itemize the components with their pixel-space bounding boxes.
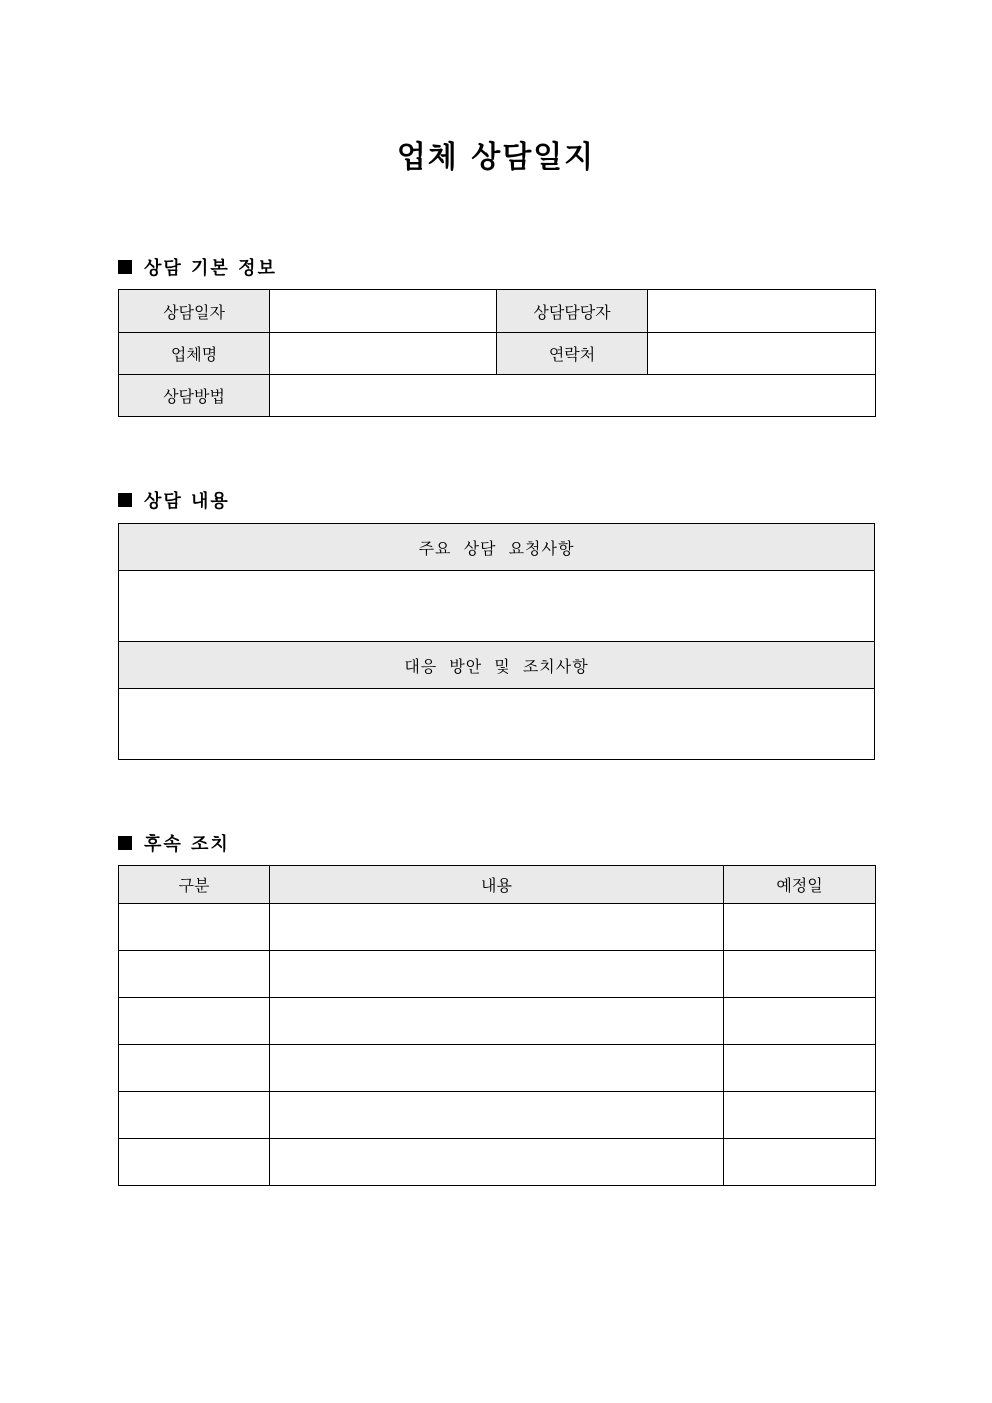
cell-content[interactable] — [270, 1092, 724, 1139]
table-row — [119, 904, 876, 951]
cell-category[interactable] — [119, 1045, 270, 1092]
cell-category[interactable] — [119, 1092, 270, 1139]
field-contact[interactable] — [648, 333, 876, 375]
square-bullet-icon — [118, 260, 132, 274]
consultation-table — [118, 523, 875, 760]
cell-content[interactable] — [270, 1139, 724, 1186]
column-header: 예정일 — [724, 866, 876, 904]
request-body[interactable] — [119, 571, 875, 642]
page-title: 업체 상담일지 — [396, 140, 596, 175]
label-manager: 상담담당자 — [497, 290, 648, 333]
cell-due-date[interactable] — [724, 904, 876, 951]
label-contact: 연락처 — [497, 333, 648, 375]
followup-table — [118, 865, 876, 1186]
cell-content[interactable] — [270, 904, 724, 951]
cell-due-date[interactable] — [724, 998, 876, 1045]
cell-due-date[interactable] — [724, 1139, 876, 1186]
section-heading-label: 후속 조치 — [144, 834, 230, 855]
cell-category[interactable] — [119, 951, 270, 998]
table-row — [119, 1139, 876, 1186]
request-header: 주요 상담 요청사항 — [119, 524, 875, 571]
response-body[interactable] — [119, 689, 875, 760]
cell-content[interactable] — [270, 998, 724, 1045]
cell-due-date[interactable] — [724, 951, 876, 998]
square-bullet-icon — [118, 836, 132, 850]
label-date: 상담일자 — [119, 290, 270, 333]
label-company: 업체명 — [119, 333, 270, 375]
cell-category[interactable] — [119, 904, 270, 951]
cell-due-date[interactable] — [724, 1092, 876, 1139]
column-header: 내용 — [270, 866, 724, 904]
label-method: 상담방법 — [119, 375, 270, 417]
table-row — [119, 998, 876, 1045]
section-heading-basic-info — [118, 254, 277, 280]
cell-due-date[interactable] — [724, 1045, 876, 1092]
column-header: 구분 — [119, 866, 270, 904]
cell-category[interactable] — [119, 998, 270, 1045]
cell-category[interactable] — [119, 1139, 270, 1186]
table-row — [119, 1045, 876, 1092]
field-company[interactable] — [270, 333, 497, 375]
table-row — [119, 951, 876, 998]
cell-content[interactable] — [270, 951, 724, 998]
field-date[interactable] — [270, 290, 497, 333]
response-header: 대응 방안 및 조치사항 — [119, 642, 875, 689]
basic-info-table — [118, 289, 876, 417]
field-manager[interactable] — [648, 290, 876, 333]
table-row — [119, 1092, 876, 1139]
section-heading-consultation — [118, 487, 230, 513]
section-heading-label: 상담 내용 — [144, 491, 230, 512]
section-heading-followup — [118, 830, 230, 856]
section-heading-label: 상담 기본 정보 — [144, 258, 277, 279]
cell-content[interactable] — [270, 1045, 724, 1092]
square-bullet-icon — [118, 493, 132, 507]
field-method[interactable] — [270, 375, 876, 417]
